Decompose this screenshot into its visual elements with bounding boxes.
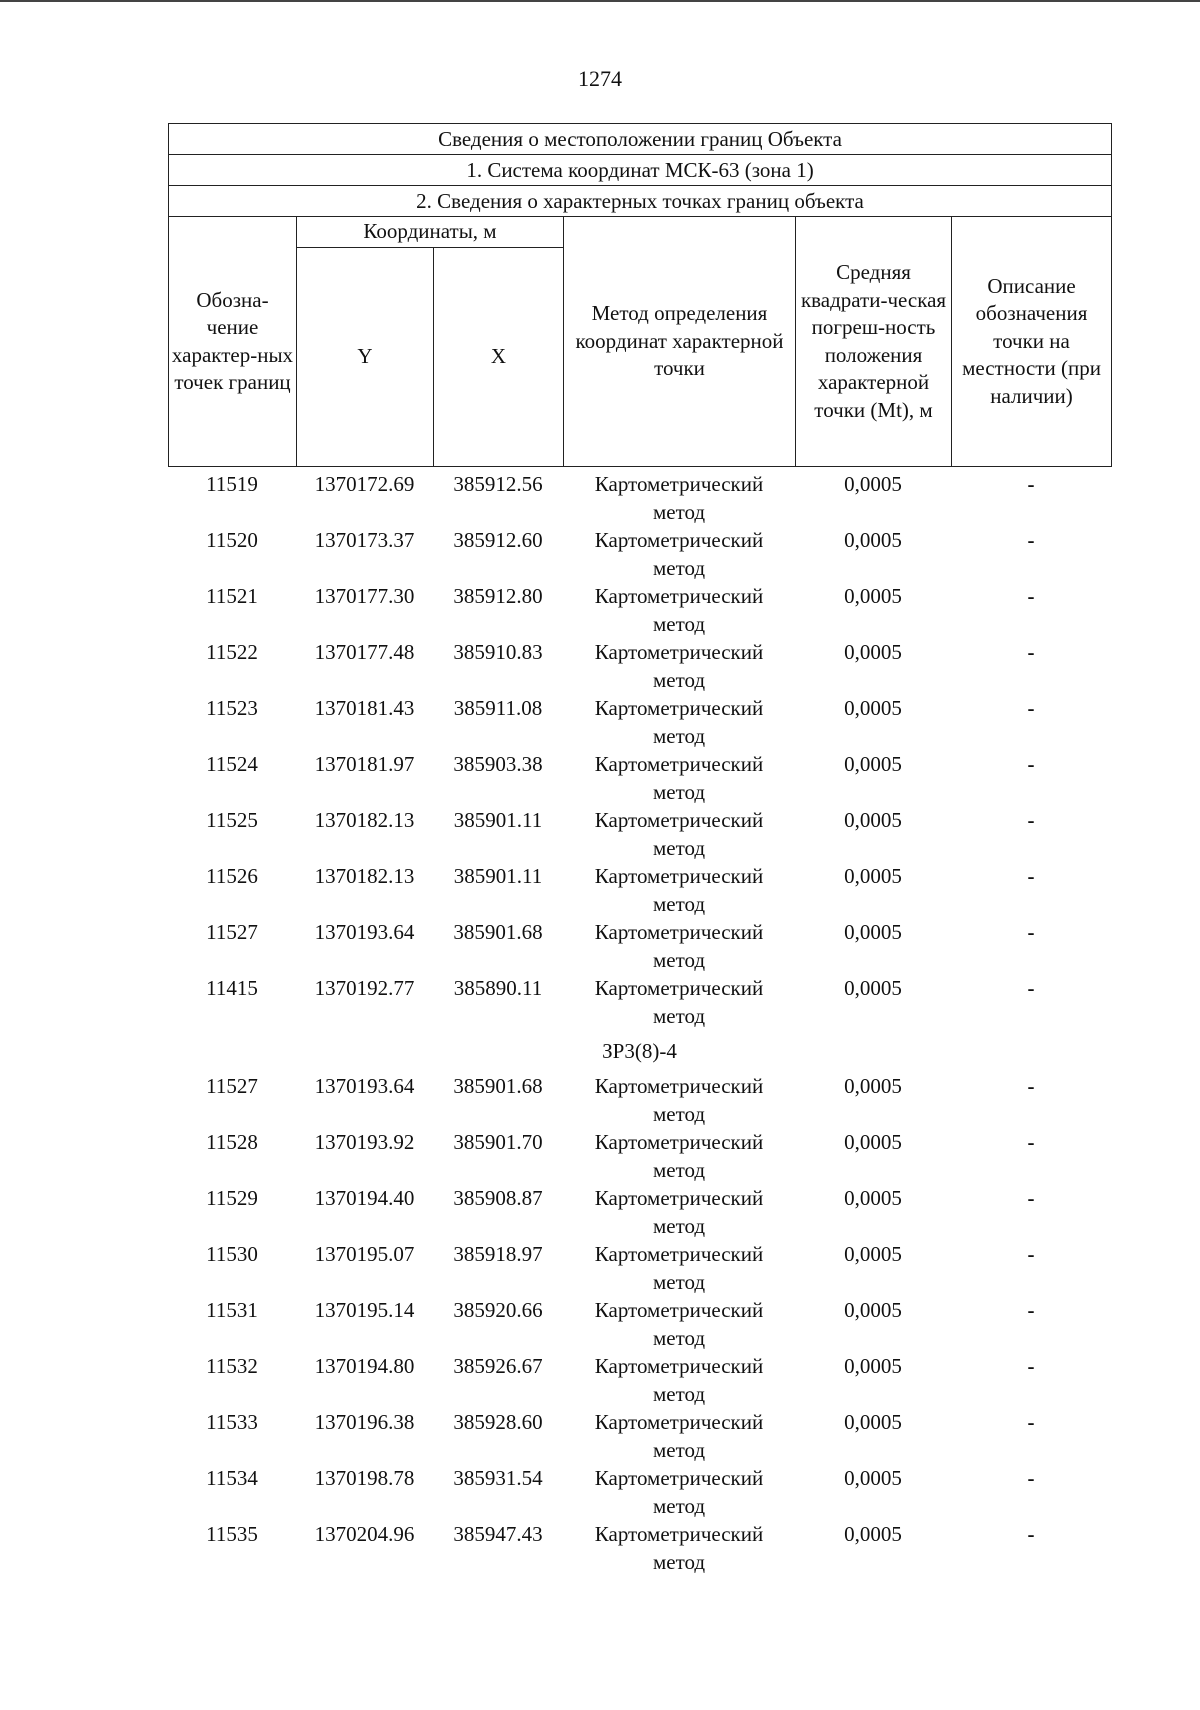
method: [563, 918, 795, 974]
method: [563, 1128, 795, 1184]
point-id: 11527: [206, 920, 258, 944]
coord-y: 1370193.64: [314, 1074, 415, 1098]
method: [563, 1184, 795, 1240]
coord-y: 1370177.48: [314, 640, 415, 664]
point-description: -: [1027, 752, 1035, 776]
table-row: [168, 1128, 1111, 1184]
coord-y: 1370198.78: [314, 1466, 415, 1490]
mean-square-error: 0,0005: [844, 1354, 902, 1378]
point-id: 11524: [206, 752, 258, 776]
method-line1: Картометрический: [594, 920, 764, 944]
point-id: 11520: [206, 528, 258, 552]
section-label: ЗР3(8)-4: [602, 1039, 677, 1063]
point-description: -: [1027, 696, 1035, 720]
coord-x: 385947.43: [453, 1522, 543, 1546]
coord-y: 1370194.40: [314, 1186, 415, 1210]
table-row: [168, 1072, 1111, 1128]
mean-square-error: 0,0005: [844, 1242, 902, 1266]
mean-square-error: 0,0005: [844, 808, 902, 832]
method: [563, 638, 795, 694]
method-line1: Картометрический: [594, 1242, 764, 1266]
table-row: [168, 862, 1111, 918]
method: [563, 694, 795, 750]
point-description: -: [1027, 920, 1035, 944]
method-line2: метод: [652, 500, 706, 524]
group1-rows: [168, 470, 1111, 1030]
coord-y: 1370181.97: [314, 752, 415, 776]
table-row: [168, 1352, 1111, 1408]
method-line1: Картометрический: [594, 976, 764, 1000]
point-id: 11521: [206, 584, 258, 608]
method-line2: метод: [652, 1102, 706, 1126]
points-table: [168, 470, 1111, 1576]
point-id: 11523: [206, 696, 258, 720]
method-line1: Картометрический: [594, 1410, 764, 1434]
mean-square-error: 0,0005: [844, 1074, 902, 1098]
method-line1: Картометрический: [594, 752, 764, 776]
method: [563, 1464, 795, 1520]
point-description: -: [1027, 1410, 1035, 1434]
coord-x: 385926.67: [453, 1354, 543, 1378]
table-row: [168, 638, 1111, 694]
method: [563, 974, 795, 1030]
table-row: [168, 1184, 1111, 1240]
mean-square-error: 0,0005: [844, 640, 902, 664]
mean-square-error: 0,0005: [844, 1298, 902, 1322]
coord-y: 1370181.43: [314, 696, 415, 720]
table-row: [168, 470, 1111, 526]
mean-square-error: 0,0005: [844, 976, 902, 1000]
method: [563, 750, 795, 806]
method-line2: метод: [652, 1326, 706, 1350]
mean-square-error: 0,0005: [844, 1522, 902, 1546]
coord-x: 385910.83: [453, 640, 543, 664]
point-id: 11534: [206, 1466, 258, 1490]
point-description: -: [1027, 1186, 1035, 1210]
coord-x: 385912.80: [453, 584, 543, 608]
coord-x: 385912.56: [453, 472, 543, 496]
table-row: [168, 582, 1111, 638]
mean-square-error: 0,0005: [844, 1130, 902, 1154]
coord-x: 385920.66: [453, 1298, 543, 1322]
col-header-x: X: [434, 248, 564, 467]
point-id: 11415: [206, 976, 258, 1000]
method-line2: метод: [652, 1270, 706, 1294]
col-header-coords: Координаты, м: [297, 217, 564, 248]
method: [563, 806, 795, 862]
table-row: [168, 974, 1111, 1030]
coord-x: 385928.60: [453, 1410, 543, 1434]
point-description: -: [1027, 584, 1035, 608]
table-row: [168, 1296, 1111, 1352]
point-id: 11533: [206, 1410, 258, 1434]
coord-y: 1370193.92: [314, 1130, 415, 1154]
mean-square-error: 0,0005: [844, 1466, 902, 1490]
method: [563, 862, 795, 918]
point-description: -: [1027, 976, 1035, 1000]
mean-square-error: 0,0005: [844, 584, 902, 608]
col-header-designation-text: Обозна-чение характер-ных точек границ: [171, 287, 294, 394]
page-number: 1274: [578, 66, 622, 91]
method: [563, 1520, 795, 1576]
mean-square-error: 0,0005: [844, 472, 902, 496]
col-header-description: Описание обозначения точки на местности (при наличии): [952, 217, 1112, 467]
coord-y: 1370204.96: [314, 1522, 415, 1546]
point-description: -: [1027, 1130, 1035, 1154]
col-header-method: Метод определения координат характерной точки: [564, 217, 796, 467]
method-line2: метод: [652, 724, 706, 748]
point-id: 11531: [206, 1298, 258, 1322]
point-id: 11525: [206, 808, 258, 832]
coord-y: 1370173.37: [314, 528, 415, 552]
coord-x: 385903.38: [453, 752, 543, 776]
method-line2: метод: [652, 1214, 706, 1238]
point-description: -: [1027, 472, 1035, 496]
col-header-error: Средняя квадрати-ческая погреш-ность положения характерной точки (Mt), м: [796, 217, 952, 467]
point-description: -: [1027, 1074, 1035, 1098]
coord-y: 1370182.13: [314, 864, 415, 888]
point-description: -: [1027, 1354, 1035, 1378]
point-id: 11527: [206, 1074, 258, 1098]
coord-x: 385908.87: [453, 1186, 543, 1210]
table-row: [168, 1408, 1111, 1464]
coord-x: 385901.68: [453, 1074, 543, 1098]
point-id: 11526: [206, 864, 258, 888]
coord-y: 1370194.80: [314, 1354, 415, 1378]
point-description: -: [1027, 1466, 1035, 1490]
mean-square-error: 0,0005: [844, 864, 902, 888]
group2-rows: [168, 1072, 1111, 1576]
method-line2: метод: [652, 556, 706, 580]
method-line1: Картометрический: [594, 472, 764, 496]
coord-x: 385912.60: [453, 528, 543, 552]
point-description: -: [1027, 1522, 1035, 1546]
col-header-y: Y: [297, 248, 434, 467]
point-id: 11519: [206, 472, 258, 496]
method-line1: Картометрический: [594, 640, 764, 664]
coord-x: 385931.54: [453, 1466, 543, 1490]
method-line2: метод: [652, 1158, 706, 1182]
method: [563, 1296, 795, 1352]
table-row: [168, 526, 1111, 582]
method-line2: метод: [652, 1004, 706, 1028]
point-id: 11530: [206, 1242, 258, 1266]
mean-square-error: 0,0005: [844, 696, 902, 720]
method-line2: метод: [652, 948, 706, 972]
mean-square-error: 0,0005: [844, 1410, 902, 1434]
method-line1: Картометрический: [594, 1186, 764, 1210]
method-line1: Картометрический: [594, 808, 764, 832]
method-line2: метод: [652, 1494, 706, 1518]
method-line2: метод: [652, 1382, 706, 1406]
method-line2: метод: [652, 668, 706, 692]
method-line1: Картометрический: [594, 1522, 764, 1546]
coord-y: 1370192.77: [314, 976, 415, 1000]
method: [563, 526, 795, 582]
table-row: [168, 750, 1111, 806]
mean-square-error: 0,0005: [844, 528, 902, 552]
coord-x: 385901.70: [453, 1130, 543, 1154]
coordinate-system: 1. Система координат МСК-63 (зона 1): [169, 155, 1112, 186]
mean-square-error: 0,0005: [844, 920, 902, 944]
method-line1: Картометрический: [594, 1298, 764, 1322]
point-description: -: [1027, 1242, 1035, 1266]
point-description: -: [1027, 864, 1035, 888]
coord-x: 385901.68: [453, 920, 543, 944]
coord-x: 385911.08: [453, 696, 543, 720]
coord-y: 1370196.38: [314, 1410, 415, 1434]
method: [563, 582, 795, 638]
table-title: Сведения о местоположении границ Объекта: [169, 124, 1112, 155]
mean-square-error: 0,0005: [844, 1186, 902, 1210]
point-id: 11535: [206, 1522, 258, 1546]
method-line2: метод: [652, 892, 706, 916]
table-row: [168, 1464, 1111, 1520]
method: [563, 1352, 795, 1408]
point-description: -: [1027, 1298, 1035, 1322]
method: [563, 470, 795, 526]
coord-y: 1370172.69: [314, 472, 415, 496]
method-line2: метод: [652, 780, 706, 804]
method: [563, 1240, 795, 1296]
method-line2: метод: [652, 836, 706, 860]
header-table: [168, 123, 1112, 467]
coord-y: 1370182.13: [314, 808, 415, 832]
method-line1: Картометрический: [594, 584, 764, 608]
coord-x: 385901.11: [453, 808, 543, 832]
section-row: [168, 1030, 1111, 1072]
table-row: [168, 1240, 1111, 1296]
point-id: 11532: [206, 1354, 258, 1378]
coord-x: 385918.97: [453, 1242, 543, 1266]
method: [563, 1408, 795, 1464]
method-line1: Картометрический: [594, 1074, 764, 1098]
table-row: [168, 694, 1111, 750]
point-id: 11529: [206, 1186, 258, 1210]
table-row: [168, 1520, 1111, 1576]
method-line2: метод: [652, 1550, 706, 1574]
coord-y: 1370177.30: [314, 584, 415, 608]
method-line1: Картометрический: [594, 1354, 764, 1378]
table-subtitle: 2. Сведения о характерных точках границ объекта: [169, 186, 1112, 217]
coord-y: 1370195.14: [314, 1298, 415, 1322]
method-line2: метод: [652, 1438, 706, 1462]
point-id: 11528: [206, 1130, 258, 1154]
method-line1: Картометрический: [594, 1130, 764, 1154]
method-line1: Картометрический: [594, 696, 764, 720]
point-description: -: [1027, 808, 1035, 832]
point-id: 11522: [206, 640, 258, 664]
coord-y: 1370195.07: [314, 1242, 415, 1266]
point-description: -: [1027, 640, 1035, 664]
method-line1: Картометрический: [594, 1466, 764, 1490]
scan-edge-line: [0, 0, 1200, 2]
method-line1: Картометрический: [594, 528, 764, 552]
mean-square-error: 0,0005: [844, 752, 902, 776]
col-header-designation: [169, 217, 297, 467]
point-description: -: [1027, 528, 1035, 552]
table-row: [168, 918, 1111, 974]
method-line1: Картометрический: [594, 864, 764, 888]
coord-x: 385901.11: [453, 864, 543, 888]
table-row: [168, 806, 1111, 862]
method-line2: метод: [652, 612, 706, 636]
coord-x: 385890.11: [453, 976, 543, 1000]
method: [563, 1072, 795, 1128]
coord-y: 1370193.64: [314, 920, 415, 944]
